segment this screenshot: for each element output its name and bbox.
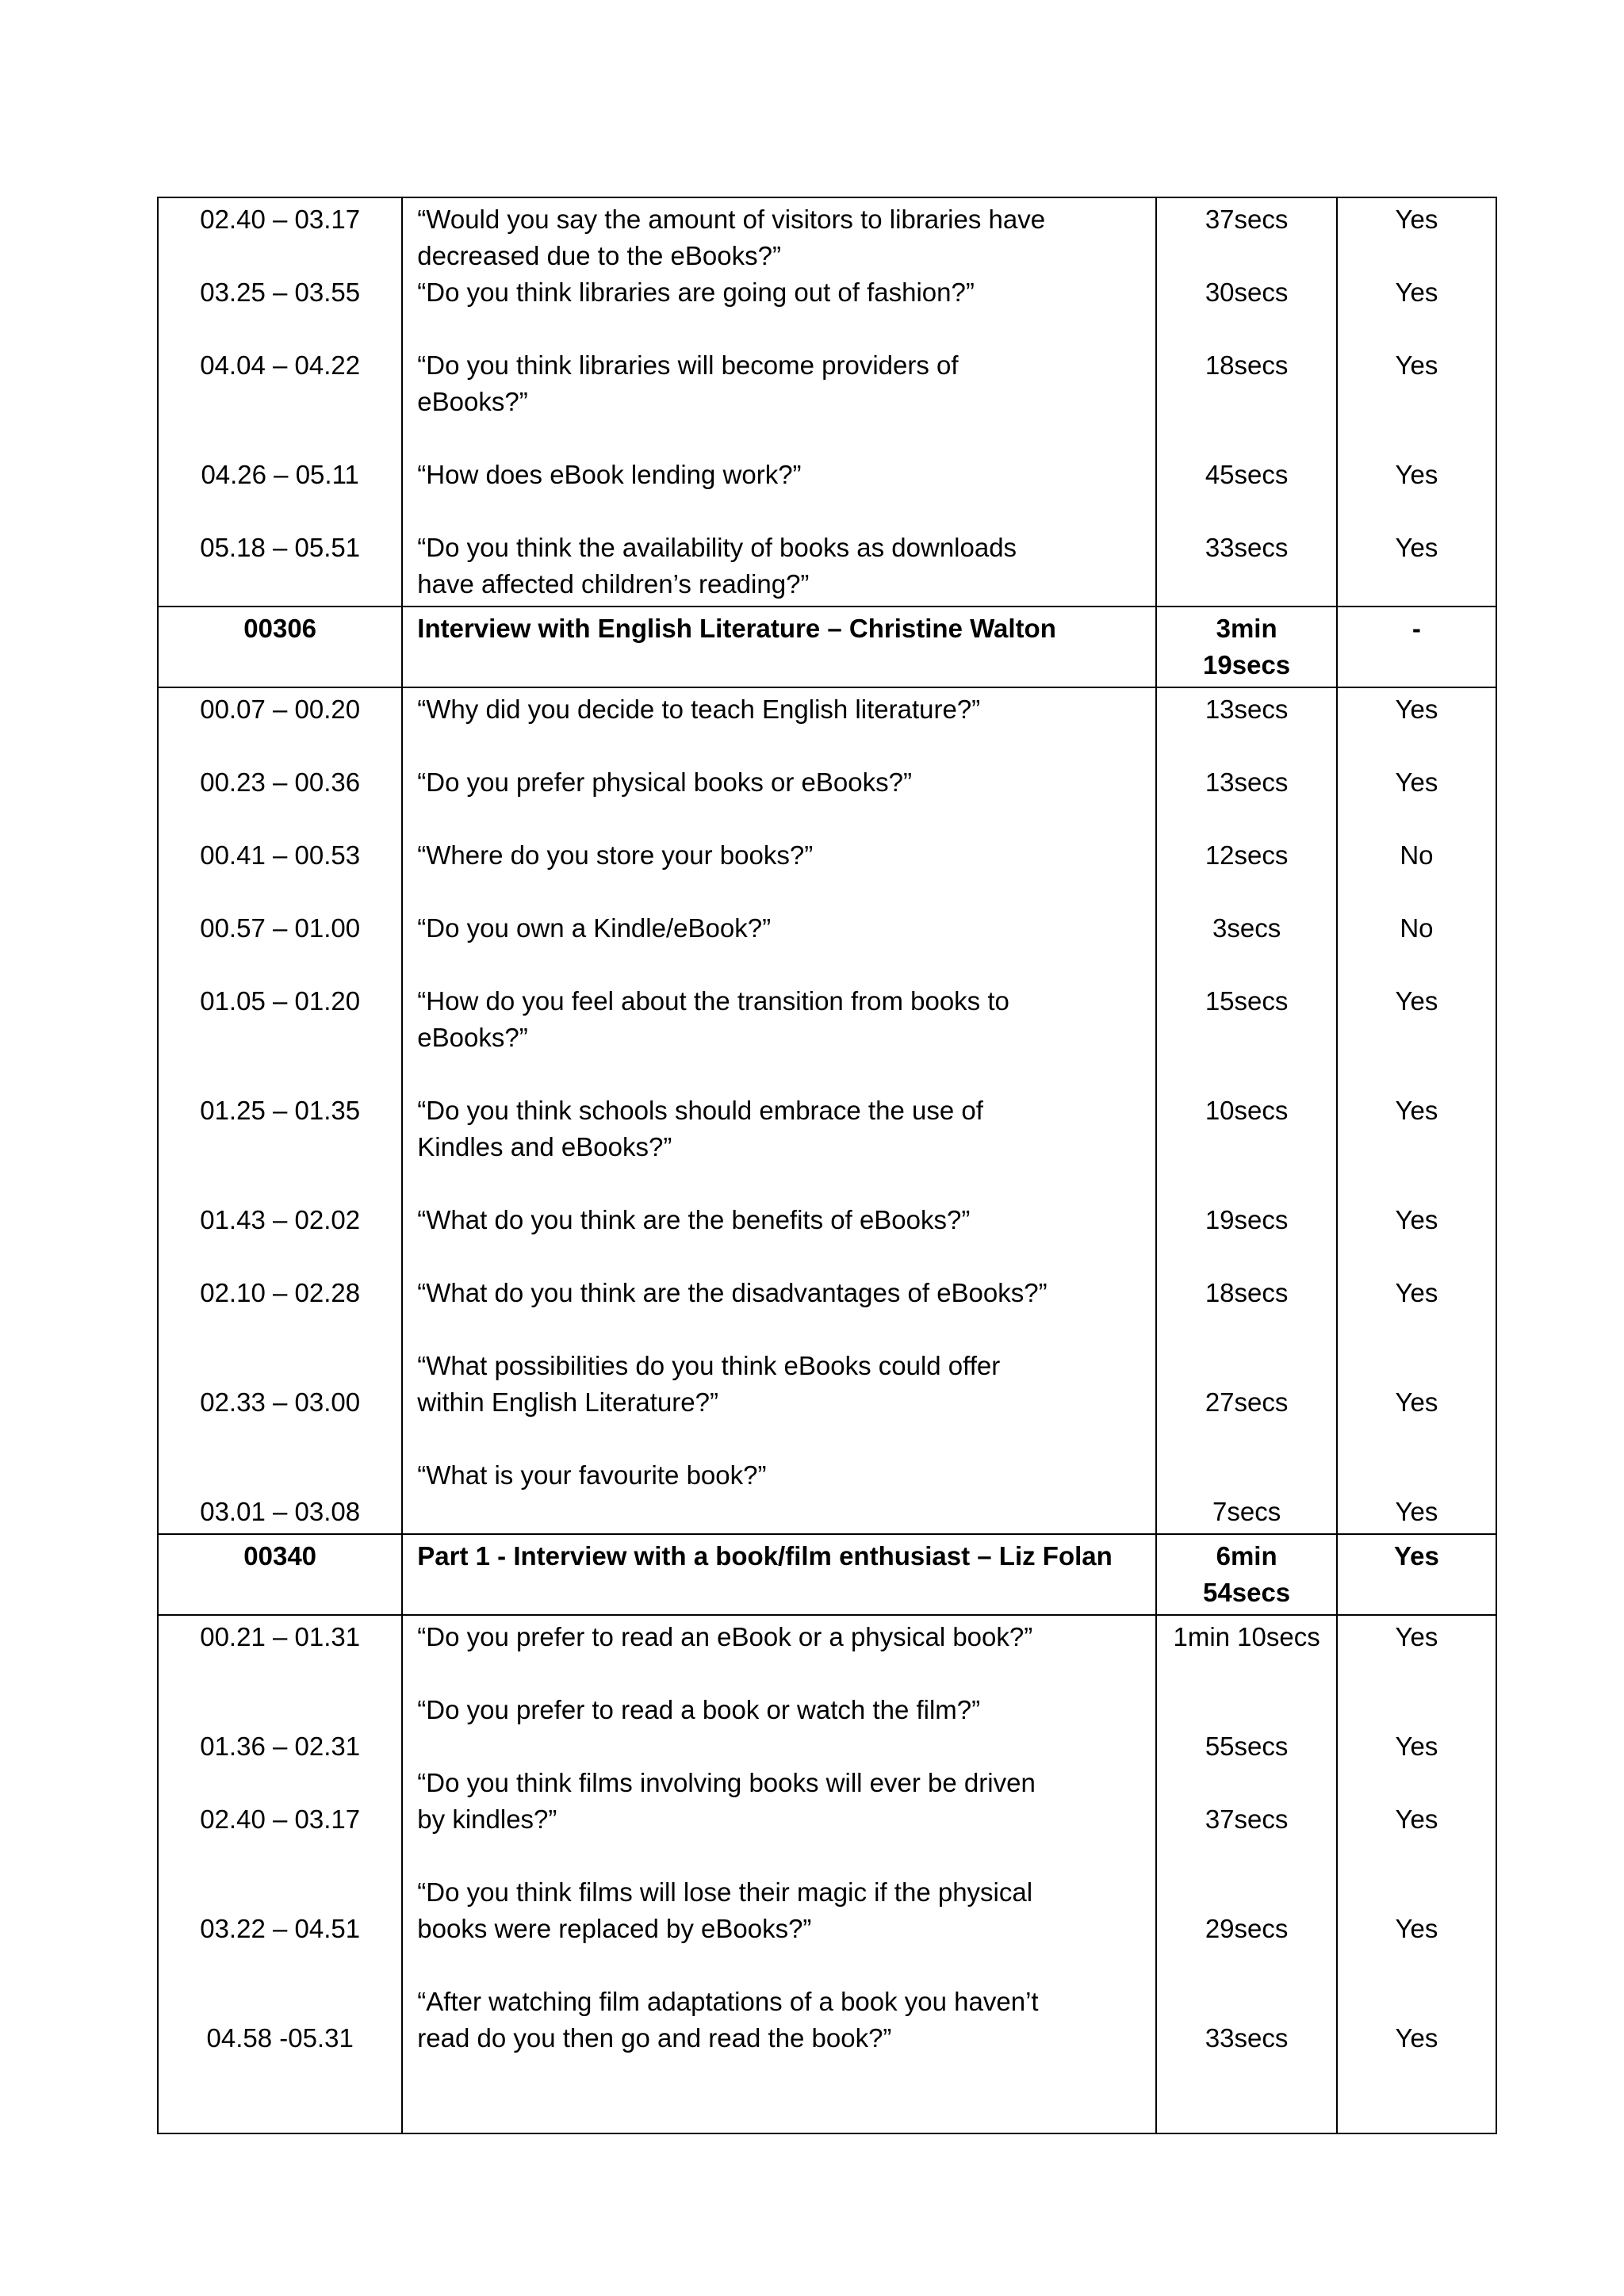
usable-line: Yes <box>1395 2023 1438 2053</box>
duration-cell <box>1156 1615 1336 2133</box>
timecode-line <box>173 1765 387 1801</box>
question-line: “Where do you store your books?” <box>417 840 814 870</box>
usable-line <box>1352 947 1481 983</box>
usable-line: Yes <box>1395 277 1438 307</box>
timecode-line <box>173 1348 387 1384</box>
question-line: “Do you prefer to read an eBook or a physical book?” <box>417 1622 1033 1651</box>
duration-line <box>1171 1238 1321 1275</box>
usable-line: Yes <box>1395 1622 1438 1651</box>
question-line <box>417 311 1141 347</box>
duration-line <box>1171 238 1321 274</box>
usable-line <box>1352 801 1481 837</box>
timecode-line <box>173 1238 387 1275</box>
duration-line <box>1171 874 1321 910</box>
duration-line <box>1171 801 1321 837</box>
timecode-line: 02.33 – 03.00 <box>200 1387 361 1417</box>
duration-line <box>1171 420 1321 457</box>
duration-line <box>1171 1692 1321 1728</box>
clip-header-row <box>158 607 1496 687</box>
timecode-line: 02.10 – 02.28 <box>200 1278 361 1307</box>
duration-cell <box>1156 197 1336 607</box>
usable-line <box>1352 2093 1481 2130</box>
timecode-line <box>173 238 387 274</box>
duration-line <box>1171 566 1321 603</box>
usable-line <box>1352 1348 1481 1384</box>
question-line <box>417 420 1141 457</box>
clip-lines-row <box>158 687 1496 1534</box>
question-line: “Do you think films will lose their magic if the physical <box>417 1877 1033 1907</box>
timecode-line <box>173 2057 387 2093</box>
timecode-line: 02.40 – 03.17 <box>200 205 361 234</box>
usable-line <box>1352 1838 1481 1874</box>
usable-line <box>1352 566 1481 603</box>
duration-line <box>1171 728 1321 764</box>
clip-question-header: Interview with English Literature – Christine Walton <box>402 607 1156 687</box>
question-line: “Do you think films involving books will ever be driven <box>417 1768 1036 1797</box>
usable-line: Yes <box>1395 1387 1438 1417</box>
timecode-line <box>173 1984 387 2020</box>
duration-line: 12secs <box>1205 840 1289 870</box>
usable-line: Yes <box>1395 1497 1438 1526</box>
duration-line <box>1171 1421 1321 1457</box>
duration-line: 19secs <box>1205 1205 1289 1234</box>
duration-line: 18secs <box>1205 1278 1289 1307</box>
timecode-line <box>173 1838 387 1874</box>
question-line: “Do you prefer to read a book or watch the film?” <box>417 1695 981 1724</box>
timecode-line <box>173 1129 387 1165</box>
question-line <box>417 801 1141 837</box>
usable-line: Yes <box>1395 533 1438 562</box>
duration-line <box>1171 1311 1321 1348</box>
usable-line <box>1352 420 1481 457</box>
duration-line <box>1171 1984 1321 2020</box>
usable-line: Yes <box>1395 460 1438 489</box>
usable-line <box>1352 728 1481 764</box>
usable-line <box>1352 874 1481 910</box>
question-line: “Do you think the availability of books as downloads <box>417 533 1017 562</box>
question-line: Kindles and eBooks?” <box>417 1132 672 1161</box>
duration-line <box>1171 2093 1321 2130</box>
timecode-cell <box>158 1615 402 2133</box>
usable-line <box>1352 1421 1481 1457</box>
usable-line <box>1352 1311 1481 1348</box>
usable-line <box>1352 1457 1481 1494</box>
duration-line <box>1171 1655 1321 1692</box>
question-line: eBooks?” <box>417 1023 528 1052</box>
timecode-line <box>173 801 387 837</box>
question-line <box>417 1165 1141 1202</box>
duration-line: 45secs <box>1205 460 1289 489</box>
timecode-line <box>173 728 387 764</box>
usable-line: No <box>1400 840 1434 870</box>
usable-cell <box>1337 197 1496 607</box>
question-line <box>417 1311 1141 1348</box>
question-line <box>417 1494 1141 1530</box>
duration-line <box>1171 1765 1321 1801</box>
usable-line <box>1352 1056 1481 1093</box>
timecode-line: 00.41 – 00.53 <box>200 840 361 870</box>
question-line: “Do you own a Kindle/eBook?” <box>417 913 772 943</box>
usable-line <box>1352 1692 1481 1728</box>
timecode-line <box>173 1457 387 1494</box>
usable-cell <box>1337 687 1496 1534</box>
usable-line <box>1352 1238 1481 1275</box>
duration-line: 13secs <box>1205 767 1289 797</box>
timecode-line: 04.04 – 04.22 <box>200 350 361 380</box>
question-line: read do you then go and read the book?” <box>417 2023 892 2053</box>
clip-usable-header: - <box>1337 607 1496 687</box>
duration-line <box>1171 1348 1321 1384</box>
usable-line: Yes <box>1395 1205 1438 1234</box>
duration-line <box>1171 1874 1321 1911</box>
duration-line <box>1171 1056 1321 1093</box>
duration-line: 37secs <box>1205 205 1289 234</box>
timecode-line <box>173 1020 387 1056</box>
timecode-line <box>173 384 387 420</box>
timecode-line <box>173 311 387 347</box>
question-line: “Do you think schools should embrace the use of <box>417 1096 983 1125</box>
question-line: by kindles?” <box>417 1804 557 1834</box>
timecode-line <box>173 1655 387 1692</box>
timecode-line <box>173 947 387 983</box>
timecode-line: 01.43 – 02.02 <box>200 1205 361 1234</box>
timecode-line <box>173 420 387 457</box>
question-line: “What do you think are the benefits of eBooks?” <box>417 1205 971 1234</box>
usable-line <box>1352 238 1481 274</box>
timecode-line: 00.07 – 00.20 <box>200 695 361 724</box>
timecode-line: 01.36 – 02.31 <box>200 1732 361 1761</box>
duration-line <box>1171 1129 1321 1165</box>
question-line: “What do you think are the disadvantages of eBooks?” <box>417 1278 1048 1307</box>
question-cell <box>402 687 1156 1534</box>
timecode-line <box>173 1056 387 1093</box>
usable-line <box>1352 493 1481 530</box>
usable-line: Yes <box>1395 986 1438 1016</box>
question-line <box>417 1838 1141 1874</box>
duration-line <box>1171 1165 1321 1202</box>
question-cell <box>402 197 1156 607</box>
usable-line: Yes <box>1395 1732 1438 1761</box>
timecode-line <box>173 1692 387 1728</box>
question-line <box>417 1238 1141 1275</box>
duration-line <box>1171 384 1321 420</box>
timecode-line <box>173 1311 387 1348</box>
usable-line: Yes <box>1395 350 1438 380</box>
timecode-line <box>173 2093 387 2130</box>
duration-line: 37secs <box>1205 1804 1289 1834</box>
question-line: “Do you think libraries are going out of fashion?” <box>417 277 975 307</box>
question-line: “Would you say the amount of visitors to libraries have <box>417 205 1046 234</box>
duration-line: 27secs <box>1205 1387 1289 1417</box>
question-line: “How do you feel about the transition from books to <box>417 986 1009 1016</box>
timecode-line: 04.58 -05.31 <box>206 2023 354 2053</box>
question-line <box>417 2057 1141 2093</box>
question-line <box>417 1421 1141 1457</box>
timecode-line: 05.18 – 05.51 <box>200 533 361 562</box>
timecode-line <box>173 566 387 603</box>
duration-line: 1min 10secs <box>1173 1622 1320 1651</box>
timecode-line: 04.26 – 05.11 <box>201 460 359 489</box>
question-line: have affected children’s reading?” <box>417 569 810 599</box>
duration-line: 33secs <box>1205 2023 1289 2053</box>
footage-log-table <box>157 197 1497 2134</box>
timecode-cell <box>158 197 402 607</box>
clip-usable-header: Yes <box>1337 1534 1496 1615</box>
usable-line: Yes <box>1395 695 1438 724</box>
usable-line <box>1352 1984 1481 2020</box>
timecode-line: 01.25 – 01.35 <box>200 1096 361 1125</box>
timecode-line <box>173 493 387 530</box>
duration-cell <box>1156 687 1336 1534</box>
question-line <box>417 1655 1141 1692</box>
usable-line: Yes <box>1395 1914 1438 1943</box>
question-line: “How does eBook lending work?” <box>417 460 802 489</box>
usable-line: No <box>1400 913 1434 943</box>
timecode-line: 02.40 – 03.17 <box>200 1804 361 1834</box>
question-line <box>417 2093 1141 2130</box>
question-line <box>417 1056 1141 1093</box>
usable-line: Yes <box>1395 1804 1438 1834</box>
question-line <box>417 493 1141 530</box>
timecode-line: 00.57 – 01.00 <box>200 913 361 943</box>
clip-duration-header: 3min 19secs <box>1156 607 1336 687</box>
clip-lines-row <box>158 197 1496 607</box>
duration-line <box>1171 947 1321 983</box>
clip-lines-row <box>158 1615 1496 2133</box>
timecode-line: 00.21 – 01.31 <box>200 1622 361 1651</box>
question-line: “After watching film adaptations of a book you haven’t <box>417 1987 1039 2016</box>
timecode-line: 00.23 – 00.36 <box>200 767 361 797</box>
timecode-line: 01.05 – 01.20 <box>200 986 361 1016</box>
usable-line: Yes <box>1395 205 1438 234</box>
clip-timecode-header: 00340 <box>158 1534 402 1615</box>
duration-line <box>1171 1020 1321 1056</box>
timecode-line: 03.22 – 04.51 <box>200 1914 361 1943</box>
duration-line: 55secs <box>1205 1732 1289 1761</box>
question-line <box>417 874 1141 910</box>
usable-line: Yes <box>1395 767 1438 797</box>
timecode-cell <box>158 687 402 1534</box>
clip-question-header: Part 1 - Interview with a book/film enthusiast – Liz Folan <box>402 1534 1156 1615</box>
footage-log-body <box>158 197 1496 2133</box>
duration-line <box>1171 1947 1321 1984</box>
usable-line <box>1352 1947 1481 1984</box>
duration-line <box>1171 1838 1321 1874</box>
usable-line <box>1352 1020 1481 1056</box>
duration-line <box>1171 2057 1321 2093</box>
usable-line <box>1352 384 1481 420</box>
question-line: “Do you prefer physical books or eBooks?” <box>417 767 912 797</box>
clip-timecode-header: 00306 <box>158 607 402 687</box>
duration-line <box>1171 311 1321 347</box>
question-line <box>417 728 1141 764</box>
question-line: “What possibilities do you think eBooks could offer <box>417 1351 1001 1380</box>
usable-line <box>1352 1129 1481 1165</box>
duration-line <box>1171 1457 1321 1494</box>
duration-line <box>1171 493 1321 530</box>
usable-line <box>1352 1655 1481 1692</box>
usable-line <box>1352 1874 1481 1911</box>
question-cell <box>402 1615 1156 2133</box>
duration-line: 3secs <box>1212 913 1281 943</box>
timecode-line <box>173 1165 387 1202</box>
usable-line <box>1352 1165 1481 1202</box>
question-line: books were replaced by eBooks?” <box>417 1914 812 1943</box>
duration-line: 7secs <box>1212 1497 1281 1526</box>
timecode-line <box>173 1947 387 1984</box>
duration-line: 15secs <box>1205 986 1289 1016</box>
timecode-line <box>173 1421 387 1457</box>
usable-cell <box>1337 1615 1496 2133</box>
clip-header-row <box>158 1534 1496 1615</box>
question-line <box>417 1947 1141 1984</box>
timecode-line <box>173 1874 387 1911</box>
question-line: within English Literature?” <box>417 1387 718 1417</box>
question-line: decreased due to the eBooks?” <box>417 241 781 270</box>
usable-line: Yes <box>1395 1278 1438 1307</box>
usable-line <box>1352 1765 1481 1801</box>
question-line: eBooks?” <box>417 387 528 416</box>
duration-line: 33secs <box>1205 533 1289 562</box>
question-line: “What is your favourite book?” <box>417 1460 767 1490</box>
question-line: “Why did you decide to teach English literature?” <box>417 695 981 724</box>
timecode-line: 03.25 – 03.55 <box>200 277 361 307</box>
duration-line: 10secs <box>1205 1096 1289 1125</box>
question-line <box>417 1728 1141 1765</box>
usable-line <box>1352 311 1481 347</box>
timecode-line <box>173 874 387 910</box>
duration-line: 29secs <box>1205 1914 1289 1943</box>
timecode-line: 03.01 – 03.08 <box>200 1497 361 1526</box>
duration-line: 18secs <box>1205 350 1289 380</box>
duration-line: 13secs <box>1205 695 1289 724</box>
clip-duration-header: 6min 54secs <box>1156 1534 1336 1615</box>
question-line <box>417 947 1141 983</box>
question-line: “Do you think libraries will become providers of <box>417 350 959 380</box>
usable-line: Yes <box>1395 1096 1438 1125</box>
usable-line <box>1352 2057 1481 2093</box>
duration-line: 30secs <box>1205 277 1289 307</box>
